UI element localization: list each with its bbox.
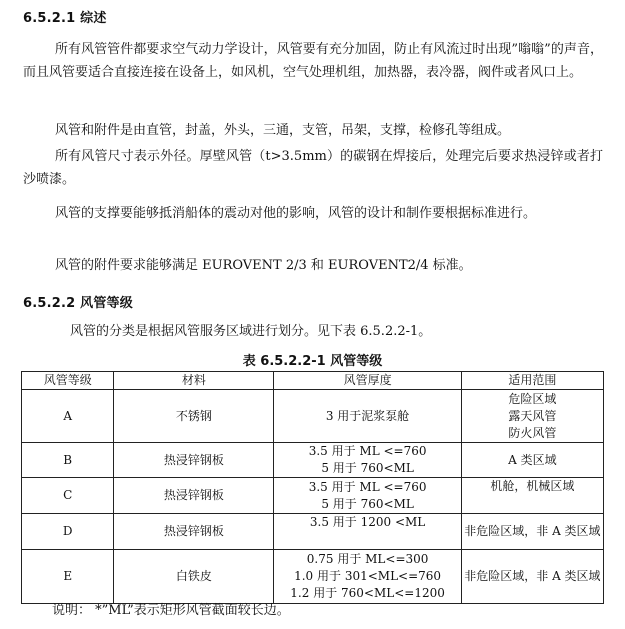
section-heading-overview: 6.5.2.1 综述: [23, 11, 107, 26]
table-row: [22, 514, 604, 550]
thickness-line: 5 用于 760<ML: [321, 461, 414, 475]
cell-grade: D: [22, 514, 114, 550]
header-thickness: 风管厚度: [274, 372, 461, 390]
cell-scope: [461, 443, 603, 478]
paragraph-eurovent: 风管的附件要求能够满足 EUROVENT 2/3 和 EUROVENT2/4 标准。: [55, 258, 472, 273]
table-caption: 表 6.5.2.2-1 风管等级: [242, 354, 383, 369]
scope-line: 非危险区域，非 A 类区域: [464, 524, 601, 538]
table-row: [22, 443, 604, 478]
paragraph-duct-support: 风管的支撑要能够抵消船体的震动对他的影响，风管的设计和制作要根据标准进行。: [55, 206, 537, 221]
cell-material: 热浸锌钢板: [114, 443, 274, 478]
cell-scope: [461, 514, 603, 550]
table-header-row: [22, 372, 604, 390]
thickness-line: 1.2 用于 760<ML<=1200: [290, 586, 445, 600]
header-scope: 适用范围: [461, 372, 603, 390]
table-row: [22, 550, 604, 604]
table-note: 说明： *”ML”表示矩形风管截面较长边。: [52, 603, 290, 618]
duct-grade-table: [21, 371, 604, 604]
thickness-line: 3.5 用于 ML <=760: [308, 444, 427, 458]
paragraph-duct-components: 风管和附件是由直管，封盖，外头，三通，支管，吊架，支撑，检修孔等组成。: [55, 123, 511, 138]
cell-scope: [461, 550, 603, 604]
cell-material: 热浸锌钢板: [114, 478, 274, 514]
cell-thickness: [274, 478, 461, 514]
scope-line: 露天风管: [508, 408, 557, 423]
thickness-line: 5 用于 760<ML: [321, 496, 414, 511]
scope-line: 危险区域: [508, 391, 557, 406]
scope-line: 机舱，机械区域: [490, 479, 575, 493]
thickness-line: 1.0 用于 301<ML<=760: [294, 569, 442, 583]
cell-scope: [461, 478, 603, 514]
header-grade: 风管等级: [22, 372, 114, 390]
cell-thickness: [274, 514, 461, 550]
paragraph-classification-intro: 风管的分类是根据风管服务区域进行划分。见下表 6.5.2.2-1。: [70, 324, 432, 339]
cell-material: 白铁皮: [114, 550, 274, 604]
cell-grade: E: [22, 550, 114, 604]
cell-grade: C: [22, 478, 114, 514]
scope-line: 防火风管: [508, 425, 557, 440]
cell-thickness: [274, 550, 461, 604]
paragraph-aerodynamic-design: 所有风管管件都要求空气动力学设计，风管要有充分加固，防止有风流过时出现”嗡嗡”的声音，而且风管要适合直接连接在设备上，如风机，空气处理机组，加热器，表冷器，阀件或者风口上。: [23, 42, 603, 80]
thickness-line: 0.75 用于 ML<=300: [306, 552, 429, 566]
cell-thickness: [274, 390, 461, 443]
thickness-line: 3.5 用于 1200 <ML: [309, 515, 426, 529]
cell-grade: B: [22, 443, 114, 478]
section-heading-duct-grade: 6.5.2.2 风管等级: [23, 296, 133, 311]
paragraph-duct-dimensions: 所有风管尺寸表示外径。厚壁风管（t>3.5mm）的碳钢在焊接后，处理完后要求热浸锌或者打沙喷漆。: [23, 149, 603, 187]
cell-grade: A: [22, 390, 114, 443]
scope-line: A 类区域: [508, 452, 557, 467]
table-row: [22, 390, 604, 443]
thickness-line: 3 用于泥浆泵舱: [325, 408, 410, 423]
cell-scope: [461, 390, 603, 443]
cell-thickness: [274, 443, 461, 478]
thickness-line: 3.5 用于 ML <=760: [308, 479, 427, 494]
table-row: [22, 478, 604, 514]
scope-line: 非危险区域，非 A 类区域: [464, 569, 601, 583]
cell-material: 不锈钢: [114, 390, 274, 443]
cell-material: 热浸锌钢板: [114, 514, 274, 550]
header-material: 材料: [114, 372, 274, 390]
